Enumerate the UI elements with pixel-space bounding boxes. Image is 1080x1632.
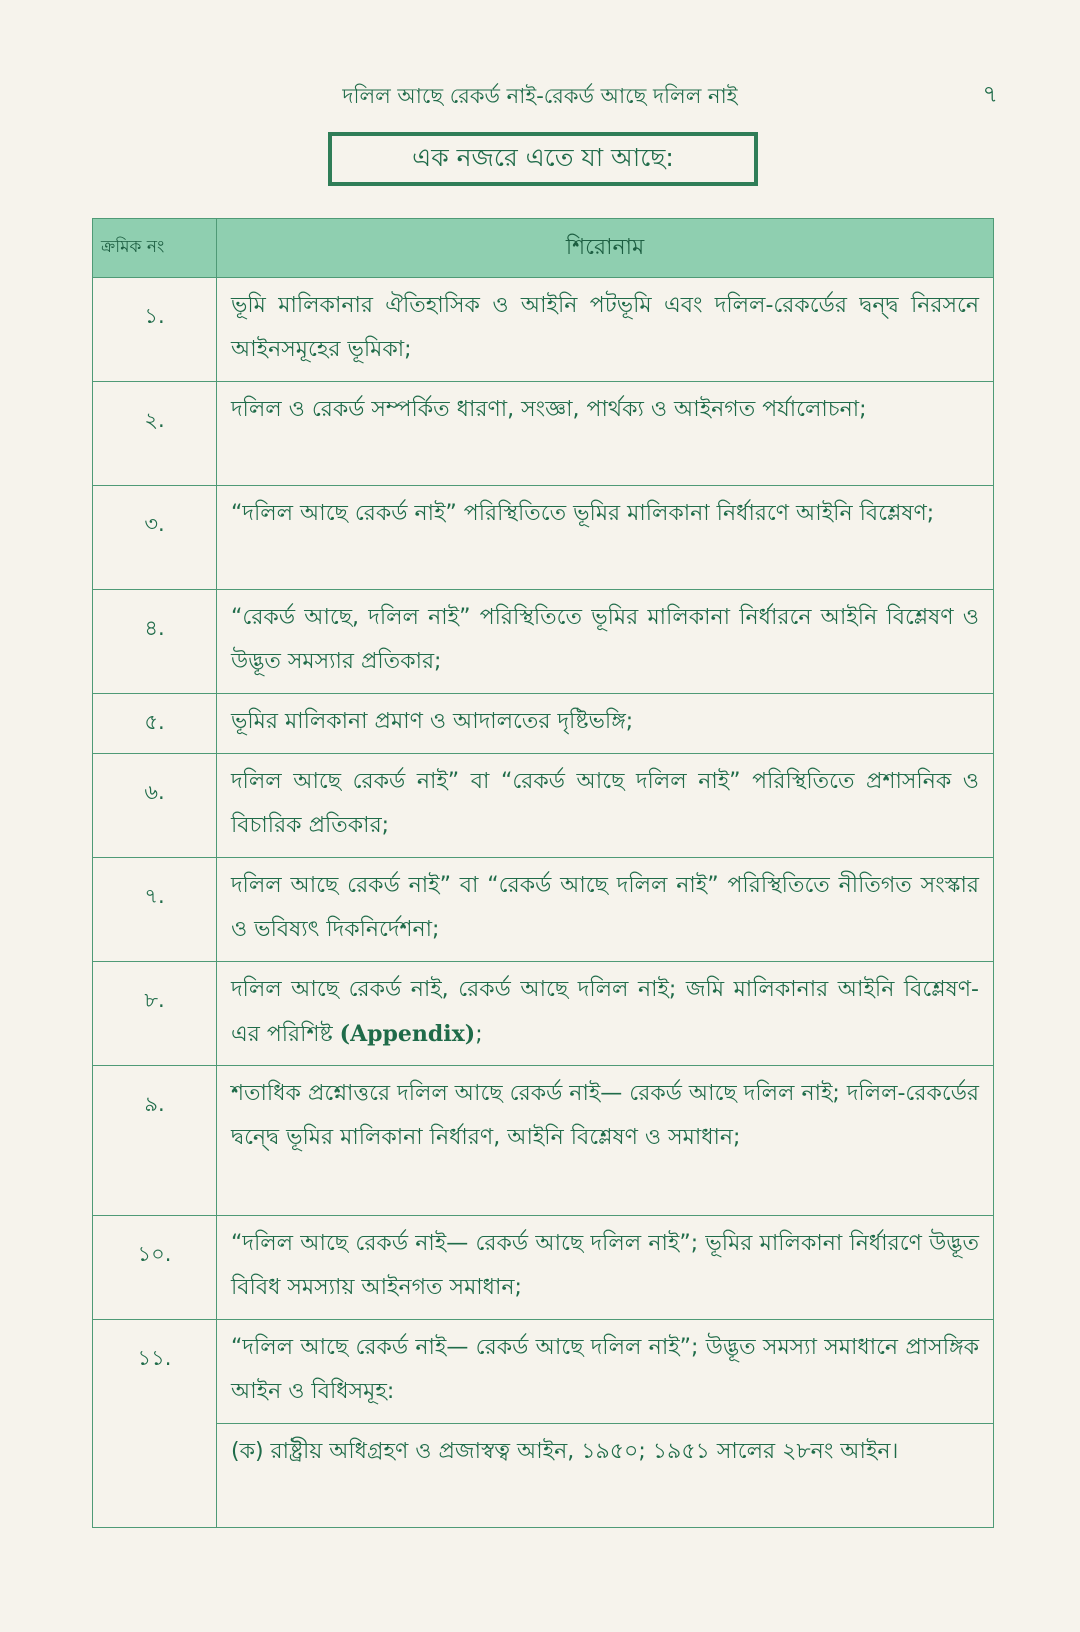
row-title: “দলিল আছে রেকর্ড নাই” পরিস্থিতিতে ভূমির মালিকানা নির্ধারণে আইনি বিশ্লেষণ; (217, 486, 994, 590)
running-title: দলিল আছে রেকর্ড নাই-রেকর্ড আছে দলিল নাই (342, 84, 738, 108)
row-title: শতাধিক প্রশ্নোত্তরে দলিল আছে রেকর্ড নাই— রেকর্ড আছে দলিল নাই; দলিল-রেকর্ডের দ্বন্দ্বে ভূমির মালিকানা নির্ধারণ, আইনি বিশ্লেষণ ও সমাধান; (217, 1066, 994, 1216)
column-header-serial: ক্রমিক নং (93, 219, 217, 278)
row-subtitle: (ক) রাষ্ট্রীয় অধিগ্রহণ ও প্রজাস্বত্ব আইন, ১৯৫০; ১৯৫১ সালের ২৮নং আইন। (217, 1424, 994, 1528)
table-row (93, 754, 994, 858)
appendix-label: (Appendix) (339, 1021, 476, 1047)
row-serial: ৬. (93, 754, 217, 858)
row-serial: ৫. (93, 694, 217, 754)
table-row (93, 1216, 994, 1320)
row-serial: ৪. (93, 590, 217, 694)
summary-heading: এক নজরে এতে যা আছে: (412, 142, 674, 172)
row-title: ভূমির মালিকানা প্রমাণ ও আদালতের দৃষ্টিভঙ্গি; (217, 694, 994, 754)
row-serial: ৩. (93, 486, 217, 590)
table-row (93, 858, 994, 962)
row-title: দলিল আছে রেকর্ড নাই” বা “রেকর্ড আছে দলিল নাই” পরিস্থিতিতে নীতিগত সংস্কার ও ভবিষ্যৎ দিকনির্দেশনা; (217, 858, 994, 962)
row-title-end: ; (475, 1022, 483, 1047)
page-number: ৭ (982, 80, 998, 108)
table-header-row (93, 219, 994, 278)
table-row (93, 962, 994, 1066)
row-serial: ৮. (93, 962, 217, 1066)
contents-table (92, 218, 994, 1528)
row-serial: ৯. (93, 1066, 217, 1216)
summary-heading-box (328, 132, 758, 186)
row-title (217, 962, 994, 1066)
row-serial: ২. (93, 382, 217, 486)
table-row (93, 382, 994, 486)
table-row (93, 1066, 994, 1216)
row-serial: ১১. (93, 1320, 217, 1528)
row-serial: ৭. (93, 858, 217, 962)
table-row (93, 590, 994, 694)
table-row (93, 278, 994, 382)
table-row (93, 694, 994, 754)
row-title: দলিল ও রেকর্ড সম্পর্কিত ধারণা, সংজ্ঞা, পার্থক্য ও আইনগত পর্যালোচনা; (217, 382, 994, 486)
row-title-text: দলিল আছে রেকর্ড নাই, রেকর্ড আছে দলিল নাই; জমি মালিকানার আইনি বিশ্লেষণ-এর পরিশিষ্ট (231, 977, 979, 1047)
row-serial: ১০. (93, 1216, 217, 1320)
row-title: “দলিল আছে রেকর্ড নাই— রেকর্ড আছে দলিল নাই”; উদ্ভূত সমস্যা সমাধানে প্রাসঙ্গিক আইন ও বিধিসমূহ: (217, 1320, 994, 1424)
column-header-title: শিরোনাম (217, 219, 994, 278)
row-serial: ১. (93, 278, 217, 382)
row-title: দলিল আছে রেকর্ড নাই” বা “রেকর্ড আছে দলিল নাই” পরিস্থিতিতে প্রশাসনিক ও বিচারিক প্রতিকার; (217, 754, 994, 858)
row-title: “দলিল আছে রেকর্ড নাই— রেকর্ড আছে দলিল নাই”; ভূমির মালিকানা নির্ধারণে উদ্ভূত বিবিধ সমস্যায় আইনগত সমাধান; (217, 1216, 994, 1320)
row-title: “রেকর্ড আছে, দলিল নাই” পরিস্থিতিতে ভূমির মালিকানা নির্ধারনে আইনি বিশ্লেষণ ও উদ্ভূত সমস্যার প্রতিকার; (217, 590, 994, 694)
table-subrow (93, 1424, 994, 1528)
table-row (93, 486, 994, 590)
row-title: ভূমি মালিকানার ঐতিহাসিক ও আইনি পটভূমি এবং দলিল-রেকর্ডের দ্বন্দ্ব নিরসনে আইনসমূহের ভূমিকা; (217, 278, 994, 382)
page-header (0, 76, 1080, 116)
table-row (93, 1320, 994, 1424)
